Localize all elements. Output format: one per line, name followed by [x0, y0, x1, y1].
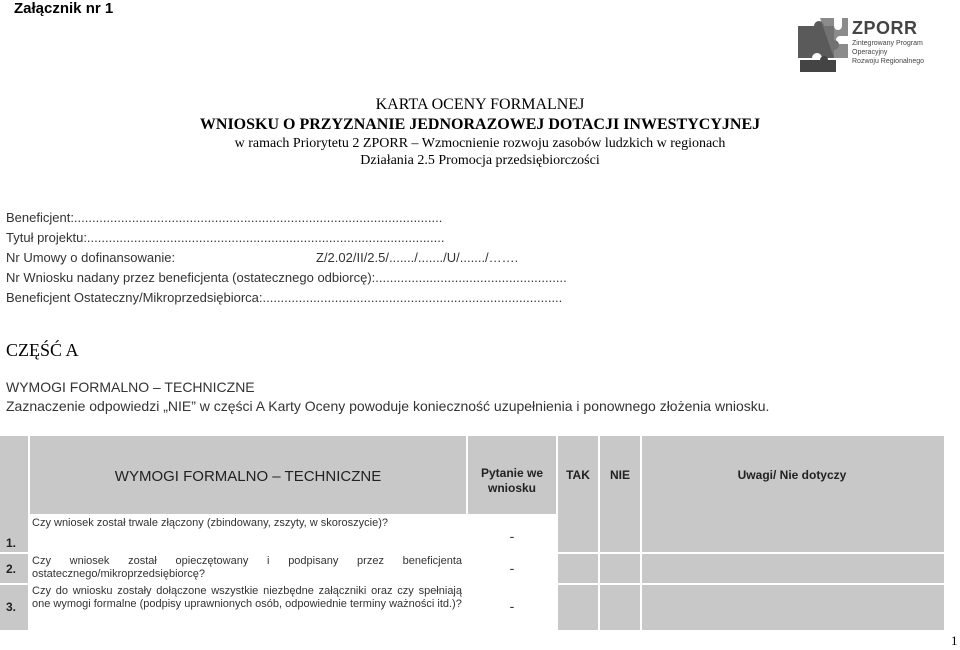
field-agreement [6, 248, 567, 268]
row-number: 2. [6, 562, 17, 576]
field-agreement-ref: Z/2.02/II/2.5/......./......./U/......./……. [316, 250, 519, 265]
field-agreement-label: Nr Umowy o dofinansowanie: [6, 250, 176, 265]
zporr-logo [794, 16, 934, 76]
field-application-no: Nr Wniosku nadany przez beneficjenta (ostatecznego odbiorcę):..................................................... [6, 270, 567, 285]
part-heading: CZĘŚĆ A [6, 340, 79, 360]
document-title [0, 95, 960, 169]
table-row [0, 514, 944, 552]
table-row [0, 554, 944, 583]
row-question: Czy do wniosku zostały dołączone wszystkie niezbędne załączniki oraz czy spełniają one wymogi formalne (podpisy uprawnionych osób, odpowiednie terminy ważności itd.)? [32, 585, 462, 610]
field-project-title: Tytuł projektu:................................................................................................... [6, 230, 445, 245]
header-no: NIE [609, 468, 630, 482]
logo-subtitle-3: Rozwoju Regionalnego [852, 58, 924, 65]
row-question: Czy wniosek został trwale złączony (zbindowany, zszyty, w skoroszycie)? [32, 517, 388, 529]
header-requirements: WYMOGI FORMALNO – TECHNICZNE [114, 468, 382, 485]
header-fields [6, 208, 567, 308]
row-question-ref: - [509, 598, 515, 614]
row-question-ref: - [509, 528, 515, 544]
requirements-note: Zaznaczenie odpowiedzi „NIE” w części A Karty Oceny powoduje konieczność uzupełnienia i ponownego złożenia wniosku. [6, 398, 770, 414]
annex-label: Załącznik nr 1 [14, 0, 114, 17]
logo-subtitle-1: Zintegrowany Program [852, 40, 923, 47]
puzzle-icon [794, 16, 850, 74]
header-question: Pytanie we wniosku [480, 466, 544, 495]
row-question-ref: - [509, 560, 515, 576]
row-question: Czy wniosek został opieczętowany i podpisany przez beneficjenta ostatecznego/mikroprzedsiębiorcę? [32, 555, 462, 580]
title-line-4: Działania 2.5 Promocja przedsiębiorczości [360, 153, 600, 168]
requirements-title: WYMOGI FORMALNO – TECHNICZNE [6, 379, 255, 395]
page-number: 1 [951, 633, 958, 648]
logo-name: ZPORR [852, 18, 918, 38]
header-remarks: Uwagi/ Nie dotyczy [737, 468, 847, 482]
table-row [0, 585, 944, 630]
row-number: 3. [6, 600, 17, 614]
field-final-beneficiary: Beneficjent Ostateczny/Mikroprzedsiębiorca:................................................................................... [6, 290, 563, 305]
title-line-3: w ramach Priorytetu 2 ZPORR – Wzmocnienie rozwoju zasobów ludzkich w regionach [234, 136, 726, 151]
requirements-table [0, 436, 944, 630]
title-line-1: KARTA OCENY FORMALNEJ [375, 96, 585, 113]
field-beneficiary: Beneficjent:...................................................................................................... [6, 210, 443, 225]
table-header [0, 436, 944, 514]
header-yes: TAK [566, 468, 590, 482]
logo-subtitle-2: Operacyjny [852, 49, 888, 56]
row-number: 1. [6, 536, 17, 550]
title-line-2: WNIOSKU O PRZYZNANIE JEDNORAZOWEJ DOTACJI INWESTYCYJNEJ [199, 116, 761, 133]
